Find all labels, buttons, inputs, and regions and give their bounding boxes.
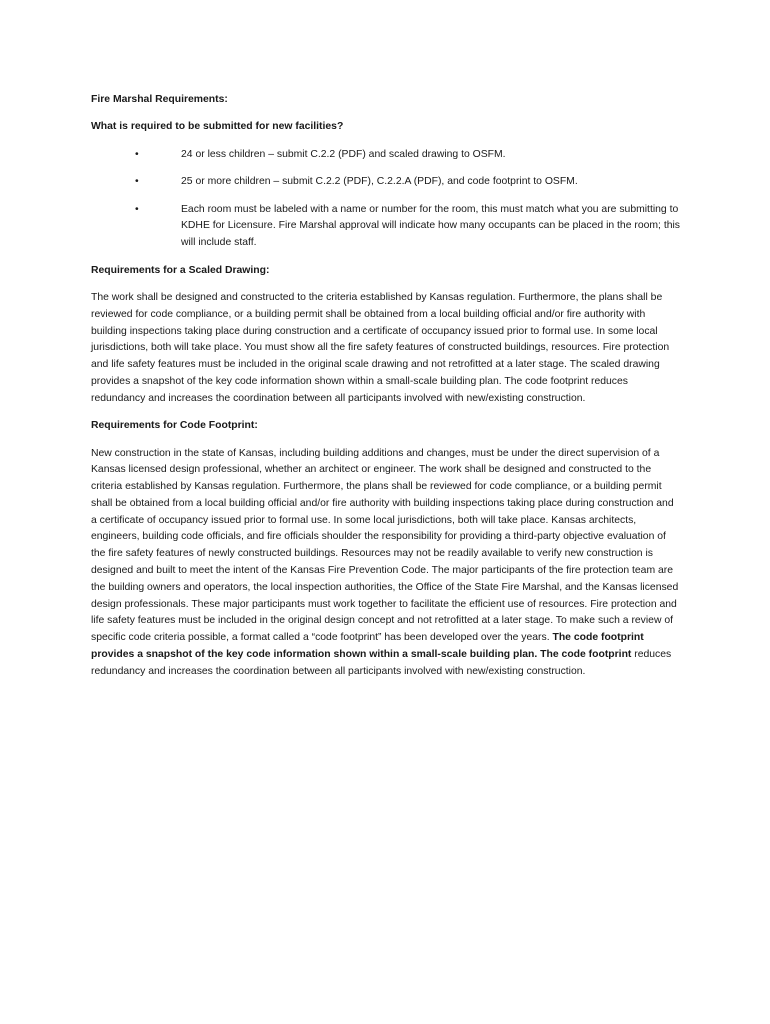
scaled-drawing-heading: Requirements for a Scaled Drawing: (91, 264, 270, 276)
bullet-item-25-or-more (91, 174, 681, 191)
document-title: Fire Marshal Requirements: (91, 94, 228, 105)
submission-bullet-list (91, 147, 681, 252)
scaled-drawing-paragraph: The work shall be designed and constructed to the criteria established by Kansas regulation. Furthermore, the plans shall be reviewed for code compliance, or a building permit shall be obtained from a local building official and/or fire authority with building inspections taking place during construction and a certificate of occupancy issued prior to formal use. In some local jurisdictions, both will take place. You must show all the fire safety features of constructed buildings, resources. Fire protection and life safety features must be included in the original scale drawing and not retrofitted at a later stage. The scaled drawing provides a snapshot of the key code information shown within a small-scale building plan. The code footprint reduces redundancy and increases the coordination between all participants involved with new/existing construction. (91, 291, 670, 404)
code-footprint-text-part2: reduces redundancy and increases the coordination between all participants involved with new/existing construction. (91, 649, 672, 677)
bullet-icon: • (135, 176, 139, 188)
bullet-icon: • (135, 148, 139, 160)
code-footprint-text-part1: New construction in the state of Kansas, including building additions and changes, must be under the direct supervision of a Kansas licensed design professional, whether an architect or engineer. The work shall be designed and constructed to the criteria established by Kansas regulation. Furthermore, the plans shall be reviewed for code compliance, or a building permit shall be obtained from a local building official and/or fire authority with building inspections taking place during construction and a certificate of occupancy issued prior to formal use. In some local jurisdictions, both will take place. Kansas architects, engineers, building code officials, and fire officials shoulder the responsibility for providing a third-party objective evaluation of the fire safety features of newly constructed buildings. Resources may not be readily available to verify new construction is designed and built to meet the intent of the Kansas Fire Prevention Code. The major participants of the fire protection team are the building owners and operators, the local inspection authorities, the Office of the State Fire Marshal, and the Kansas licensed design professionals. These major participants must work together to facilitate the efficient use of resources. Fire protection and life safety features must be included in the original design concept and not retrofitted at a later stage. To make such a review of specific code criteria possible, a format called a “code footprint” has been developed over the years. (91, 447, 679, 644)
bullet-item-room-labels (91, 202, 681, 252)
code-footprint-heading: Requirements for Code Footprint: (91, 420, 258, 432)
bullet-text: 24 or less children – submit C.2.2 (PDF) and scaled drawing to OSFM. (181, 148, 506, 160)
code-footprint-bold-text: The code footprint provides a snapshot of the key code information shown within a small-scale building plan. The code footprint (91, 632, 644, 661)
code-footprint-paragraph (91, 446, 681, 681)
submission-question: What is required to be submitted for new facilities? (91, 121, 344, 133)
bullet-text: 25 or more children – submit C.2.2 (PDF), C.2.2.A (PDF), and code footprint to OSFM. (181, 176, 578, 188)
bullet-item-24-or-less (91, 147, 681, 164)
document-page (91, 92, 681, 691)
bullet-text: Each room must be labeled with a name or number for the room, this must match what you are submitting to KDHE for Licensure. Fire Marshal approval will indicate how many occupants can be placed in the room; this will include staff. (181, 203, 680, 249)
bullet-icon: • (135, 203, 139, 215)
